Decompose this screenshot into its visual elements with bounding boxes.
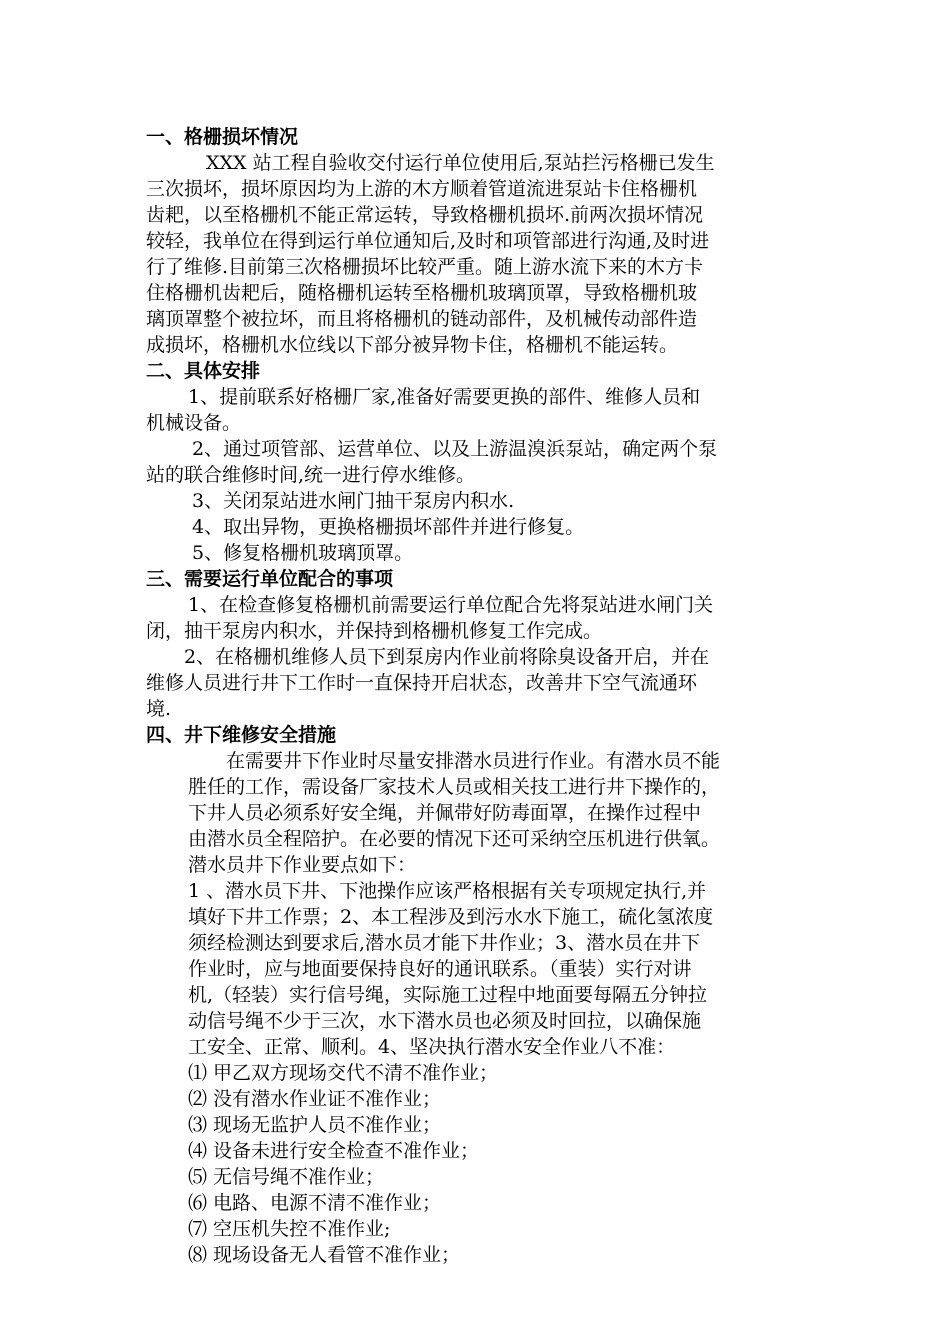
list-item: 3、关闭泵站进水闸门抽干泵房内积水. xyxy=(192,490,515,512)
paragraph-line: 潜水员井下作业要点如下： xyxy=(188,854,417,876)
list-item: 1、在检查修复格栅机前需要运行单位配合先将泵站进水闸门关 xyxy=(188,594,714,616)
section-heading-1: 一、格栅损坏情况 xyxy=(146,126,299,148)
paragraph-line: 工安全、正常、顺利。4、坚决执行潜水安全作业八不准： xyxy=(188,1036,676,1058)
rule-item: ⑶ 现场无监护人员不准作业； xyxy=(188,1114,442,1136)
paragraph-line: 住格栅机齿耙后，随格栅机运转至格栅机玻璃顶罩，导致格栅机玻 xyxy=(146,282,698,304)
paragraph-line: 维修人员进行井下工作时一直保持开启状态，改善井下空气流通环 xyxy=(146,672,698,694)
rule-item: ⑷ 设备未进行安全检查不准作业； xyxy=(188,1140,480,1162)
paragraph-line: 1 、潜水员下井、下池操作应该严格根据有关专项规定执行,并 xyxy=(188,880,707,902)
rule-item: ⑺ 空压机失控不准作业; xyxy=(188,1218,391,1240)
paragraph-line: 机械设备。 xyxy=(146,412,242,434)
paragraph-line: 动信号绳不少于三次，水下潜水员也必须及时回拉，以确保施 xyxy=(188,1010,702,1032)
list-item: 1、提前联系好格栅厂家,准备好需要更换的部件、维修人员和 xyxy=(188,386,701,408)
paragraph-line: 机,（轻装）实行信号绳，实际施工过程中地面要每隔五分钟拉 xyxy=(188,984,708,1006)
list-item: 5、修复格栅机玻璃顶罩。 xyxy=(192,542,414,564)
list-item: 2、通过项管部、运营单位、以及上游温溴浜泵站，确定两个泵 xyxy=(192,438,718,460)
paragraph-line: 较轻，我单位在得到运行单位通知后,及时和项管部进行沟通,及时进 xyxy=(146,230,710,252)
rule-item: ⑹ 电路、电源不清不准作业； xyxy=(188,1192,442,1214)
paragraph-line: 由潜水员全程陪护。在必要的情况下还可采纳空压机进行供氧。 xyxy=(188,828,721,850)
section-heading-2: 二、具体安排 xyxy=(146,360,261,382)
rule-item: ⑴ 甲乙双方现场交代不清不准作业； xyxy=(188,1062,499,1084)
paragraph-line: 齿耙，以至格栅机不能正常运转，导致格栅机损坏.前两次损坏情况 xyxy=(146,204,704,226)
list-item: 2、在格栅机维修人员下到泵房内作业前将除臭设备开启，并在 xyxy=(184,646,710,668)
paragraph-line: 三次损坏，损坏原因均为上游的木方顺着管道流进泵站卡住格栅机 xyxy=(146,178,698,200)
rule-item: ⑻ 现场设备无人看管不准作业； xyxy=(188,1244,461,1266)
paragraph-line: 闭，抽干泵房内积水，并保持到格栅机修复工作完成。 xyxy=(146,620,603,642)
paragraph-line: 下井人员必须系好安全绳，并佩带好防毒面罩，在操作过程中 xyxy=(188,802,702,824)
paragraph-line: 成损坏，格栅机水位线以下部分被异物卡住，格栅机不能运转。 xyxy=(146,334,679,356)
paragraph-line: XXX 站工程自验收交付运行单位使用后,泵站拦污格栅已发生 xyxy=(206,152,715,174)
list-item: 4、取出异物，更换格栅损坏部件并进行修复。 xyxy=(192,516,585,538)
section-heading-3: 三、需要运行单位配合的事项 xyxy=(146,568,394,590)
section-heading-4: 四、井下维修安全措施 xyxy=(146,724,337,746)
paragraph-line: 胜任的工作，需设备厂家技术人员或相关技工进行井下操作的， xyxy=(188,776,721,798)
paragraph-line: 须经检测达到要求后,潜水员才能下井作业；3、潜水员在井下 xyxy=(188,932,701,954)
paragraph-line: 境. xyxy=(146,698,172,720)
rule-item: ⑵ 没有潜水作业证不准作业； xyxy=(188,1088,442,1110)
paragraph-line: 作业时，应与地面要保持良好的通讯联系。（重装）实行对讲 xyxy=(188,958,692,980)
paragraph-line: 填好下井工作票；2、本工程涉及到污水水下施工，硫化氢浓度 xyxy=(188,906,714,928)
paragraph-line: 站的联合维修时间,统一进行停水维修。 xyxy=(146,464,476,486)
rule-item: ⑸ 无信号绳不准作业； xyxy=(188,1166,385,1188)
paragraph-line: 行了维修.目前第三次格栅损坏比较严重。随上游水流下来的木方卡 xyxy=(146,256,704,278)
paragraph-line: 在需要井下作业时尽量安排潜水员进行作业。有潜水员不能 xyxy=(226,750,721,772)
paragraph-line: 璃顶罩整个被拉坏，而且将格栅机的链动部件，及机械传动部件造 xyxy=(146,308,698,330)
